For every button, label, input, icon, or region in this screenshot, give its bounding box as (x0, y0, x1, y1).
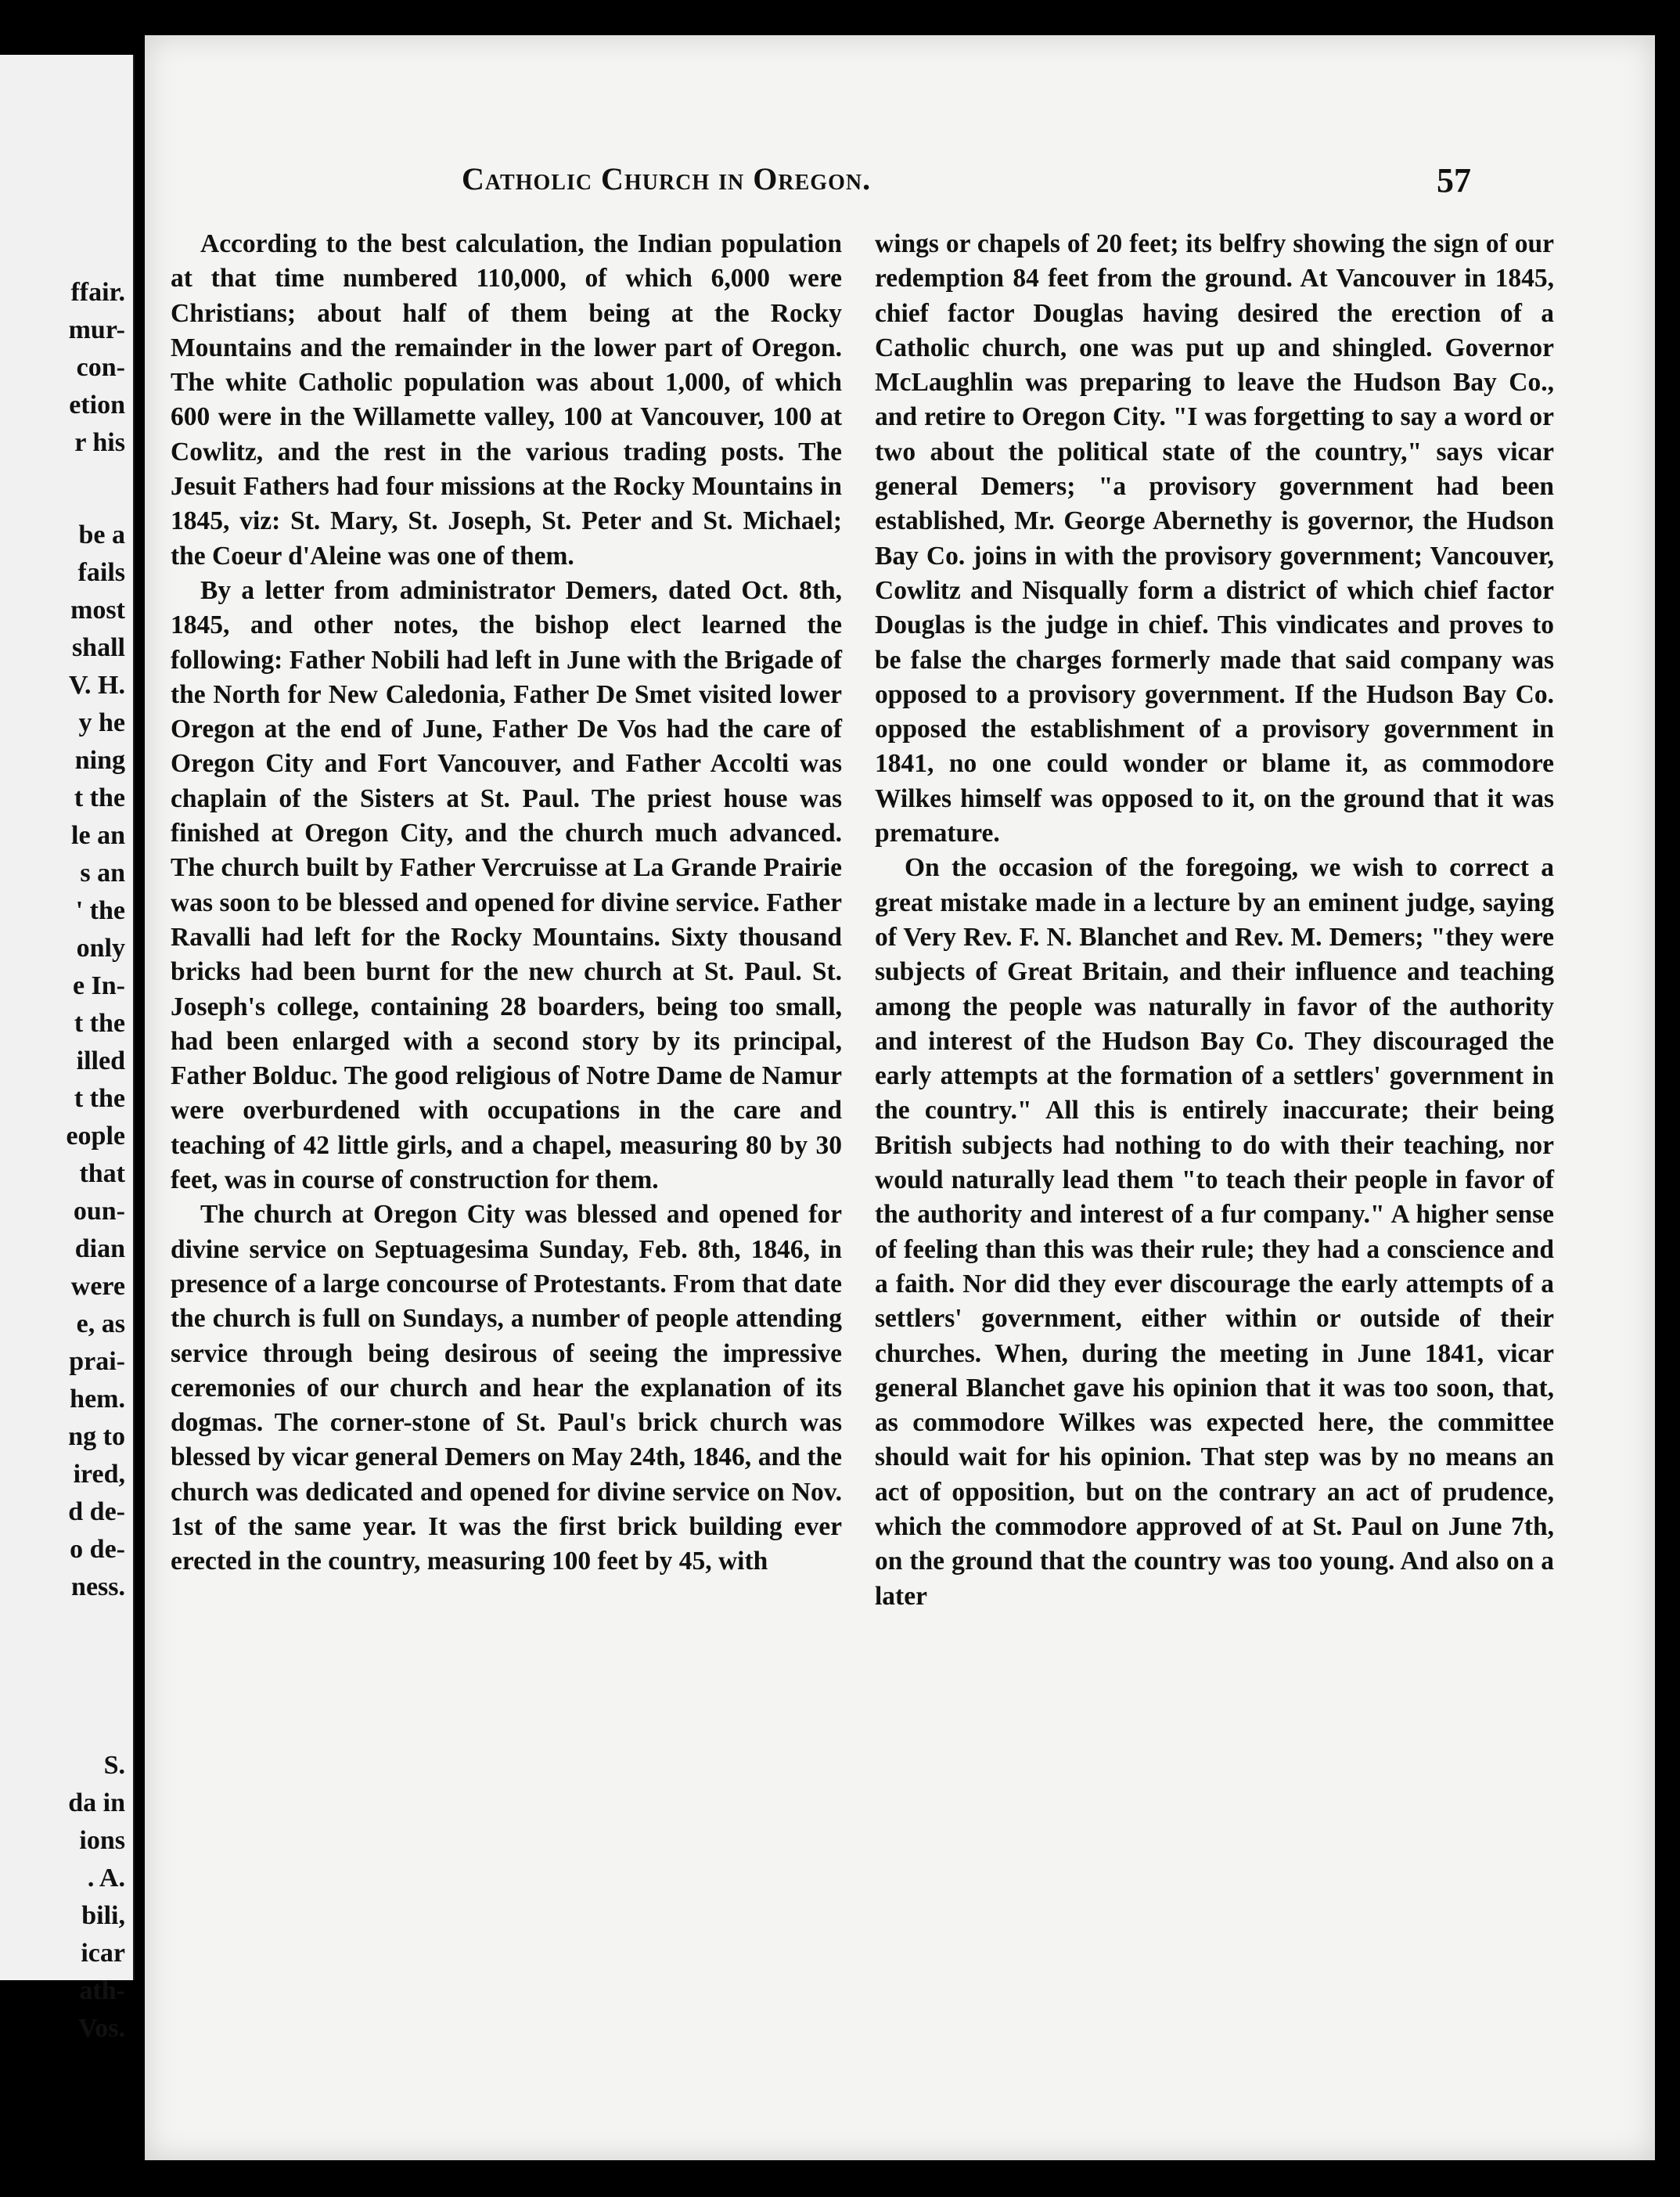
paragraph: By a letter from administrator Demers, dated Oct. 8th, 1845, and other notes, the bishop elect learned the following: Father Nobili had left in June with the Brigade of the North for New Caledonia, Father De Smet visited lower Oregon at the end of June, Father De Vos had the care of Oregon City and Fort Vancouver, and Father Accolti was chaplain of the Sisters at St. Paul. The priest house was finished at Oregon City, and the church much advanced. The church built by Father Vercruisse at La Grande Prairie was soon to be blessed and opened for divine service. Father Ravalli had left for the Rocky Mountains. Sixty thousand bricks had been burnt for the new church at St. Paul. St. Joseph's college, containing 28 boarders, being too small, had been enlarged with a second story by its principal, Father Bolduc. The good religious of Notre Dame de Namur were overburdened with occupations in the care and teaching of 42 little girls, and a chapel, measuring 80 by 30 feet, was in course of construction for them. (171, 575, 842, 1195)
left-page-fragment: ions (79, 1826, 125, 1855)
left-page-fragment: s an (80, 859, 125, 888)
left-page-fragment: t the (74, 783, 125, 812)
paragraph: The church at Oregon City was blessed and opened for divine service on Septuagesima Sunday, Feb. 8th, 1846, in presence of a large concourse of Protestants. From that date the church is full on Sundays, a number of people attending service through being desirous of seeing the impressive ceremonies of our church and hear the explanation of its dogmas. The corner-stone of St. Paul's brick church was blessed by vicar general Demers on May 24th, 1846, and the church was dedicated and opened for divine service on Nov. 1st of the same year. It was the first brick building ever erected in the country, measuring 100 feet by 45, with (171, 1200, 842, 1576)
left-page-fragment: oun- (73, 1197, 125, 1226)
left-page-fragment: bili, (81, 1901, 125, 1930)
left-page-fragment: ning (74, 746, 125, 775)
right-text-column (875, 227, 1554, 1614)
left-page-fragment: ' the (75, 896, 125, 925)
left-page-fragment: only (76, 934, 125, 963)
left-page-fragment: most (70, 596, 125, 625)
left-page-fragment: etion (69, 391, 125, 420)
left-page-fragment: eople (66, 1122, 125, 1151)
left-page-fragment: prai- (69, 1347, 125, 1376)
left-page-fragment: fails (77, 558, 125, 587)
left-page-fragment: that (79, 1159, 125, 1188)
left-page-fragment: mur- (68, 315, 125, 344)
running-title: Catholic Church in Oregon. (462, 161, 872, 196)
paragraph-continued: wings or chapels of 20 feet; its belfry showing the sign of our redemption 84 feet from the ground. At Vancouver in 1845, chief factor Douglas having desired the erection of a Catholic church, one was put up and shingled. Governor McLaughlin was preparing to leave the Hudson Bay Co., and retire to Oregon City. "I was forgetting to say a word or two about the political state of the country," says vicar general Demers; "a provisory government had been established, Mr. George Abernethy is governor, the Hudson Bay Co. joins in with the provisory government; Vancouver, Cowlitz and Nisqually form a district of which chief factor Douglas is the judge in chief. This vindicates and proves to be false the charges formerly made that said company was opposed to a provisory government. If the Hudson Bay Co. opposed the establishment of a provisory government in 1841, no one could wonder or blame it, as commodore Wilkes himself was opposed to it, on the ground that it was premature. (875, 229, 1554, 848)
left-page-edge (0, 55, 135, 2043)
left-page-fragment: hem. (70, 1385, 125, 1414)
left-page-fragment: S. (103, 1751, 125, 1780)
left-page-fragment: icar (81, 1939, 125, 1968)
left-page-fragment: d de- (68, 1497, 125, 1526)
left-page-fragment: illed (76, 1046, 125, 1075)
left-text-column (171, 227, 842, 1579)
left-page-fragment: ng to (68, 1422, 125, 1451)
left-page-fragment: dian (74, 1234, 125, 1263)
left-page-fragment: were (70, 1272, 125, 1301)
left-page-fragment: le an (71, 821, 125, 850)
left-page-fragment: ath- (79, 1976, 125, 2005)
left-page-fragment: ffair. (70, 278, 125, 307)
left-page-fragment: o de- (70, 1535, 125, 1564)
left-page-fragment: t the (74, 1084, 125, 1113)
left-page-fragment: Vos. (77, 2014, 125, 2043)
left-page-fragment: da in (68, 1788, 125, 1817)
left-page-fragment: ness. (71, 1572, 125, 1601)
left-page-fragment: t the (74, 1009, 125, 1038)
left-page-fragment: . A. (87, 1864, 125, 1893)
paragraph: On the occasion of the foregoing, we wish to correct a great mistake made in a lecture by an eminent judge, saying of Very Rev. F. N. Blanchet and Rev. M. Demers; "they were subjects of Great Britain, and their influence and teaching among the people was naturally in favor of the authority and interest of the Hudson Bay Co. They discouraged the early attempts at the formation of a settlers' government in the country." All this is entirely inaccurate; their being British subjects had nothing to do with their teaching, nor would naturally lead them "to teach their people in favor of the authority and interest of a fur company." A higher sense of feeling than this was their rule; they had a conscience and a faith. Nor did they ever discourage the early attempts of a settlers' government, either within or outside of their churches. When, during the meeting in June 1841, vicar general Blanchet gave his opinion that it was too soon, that, as commodore Wilkes was expected here, the committee should wait for his opinion. That step was by no means an act of opposition, but on the contrary an act of prudence, which the commodore approved of at St. Paul on June 7th, on the ground that the country was too young. And also on a later (875, 853, 1554, 1611)
left-page-fragment: V. H. (68, 671, 125, 700)
left-page-fragment: be a (78, 520, 125, 549)
left-page-fragment: r his (74, 428, 125, 457)
left-page-fragment: e, as (76, 1309, 125, 1338)
left-page-fragment: con- (76, 353, 125, 382)
left-page-fragment: shall (71, 633, 125, 662)
left-page-fragment: y he (78, 708, 125, 737)
left-page-fragment: e In- (72, 971, 125, 1000)
page-number: 57 (1437, 161, 1471, 200)
left-page-fragment: ired, (73, 1460, 125, 1489)
paragraph: According to the best calculation, the Indian population at that time numbered 110,000, of which 6,000 were Christians; about half of them being at the Rocky Mountains and the remainder in the lower part of Oregon. The white Catholic population was about 1,000, of which 600 were in the Willamette valley, 100 at Vancouver, 100 at Cowlitz, and the rest in the various trading posts. The Jesuit Fathers had four missions at the Rocky Mountains in 1845, viz: St. Mary, St. Joseph, St. Peter and St. Michael; the Coeur d'Aleine was one of them. (171, 229, 842, 571)
